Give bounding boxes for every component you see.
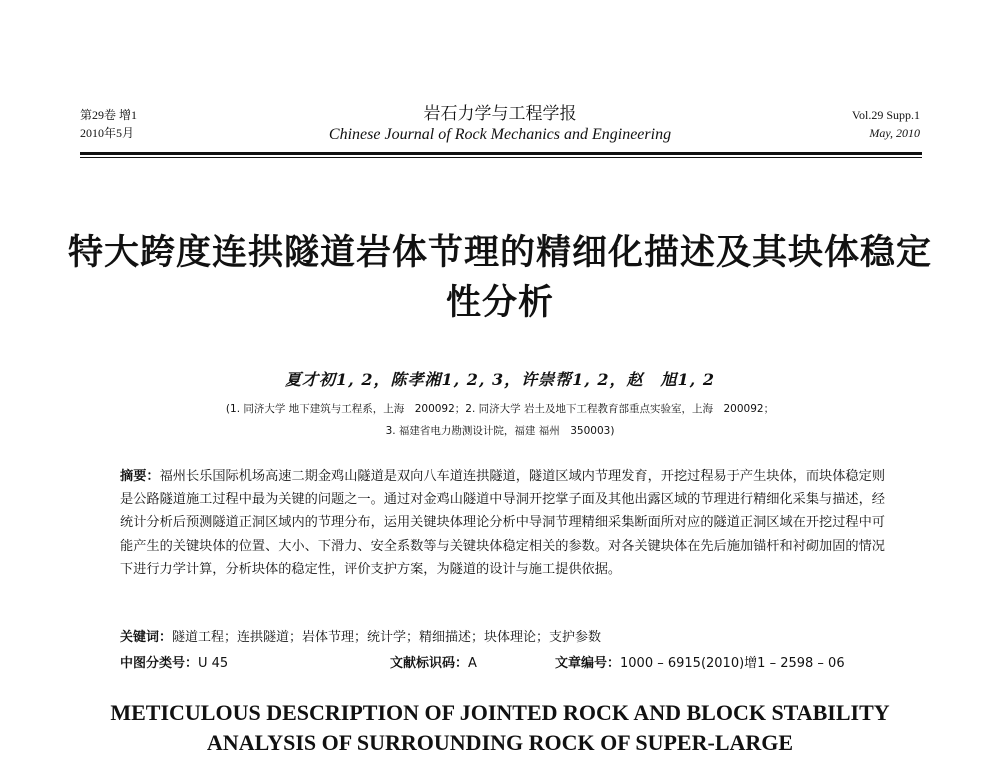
article-number: 文章编号：1000 – 6915(2010)增1 – 2598 – 06 [555, 656, 845, 671]
volume-issue: 第29卷 增1 [80, 108, 138, 122]
header-rule-thin [80, 157, 922, 158]
paper-title-en: METICULOUS DESCRIPTION OF JOINTED ROCK AND BLOCK STABILITY ANALYSIS OF SURROUNDING ROCK OF SUPER-LARGE [110, 700, 890, 755]
clc-number: 中图分类号：U 45 [120, 656, 229, 671]
header-center [80, 104, 920, 146]
keywords-text: 隧道工程；连拱隧道；岩体节理；统计学；精细描述；块体理论；支护参数 [172, 630, 602, 645]
paper-title-cn: 特大跨度连拱隧道岩体节理的精细化描述及其块体稳定性分析 [67, 233, 932, 323]
abstract-label: 摘要： [120, 469, 160, 484]
journal-title-en: Chinese Journal of Rock Mechanics and Engineering [328, 126, 672, 143]
document-code: 文献标识码：A [390, 656, 477, 671]
journal-title-cn: 岩石力学与工程学报 [423, 104, 577, 124]
header-right [852, 106, 920, 142]
keywords [120, 626, 885, 645]
abstract [120, 465, 885, 581]
running-header [80, 104, 920, 148]
affiliation-line: 3. 福建省电力勘测设计院，福建 福州 350003) [385, 425, 615, 437]
author-list: 夏才初1, 2，陈孝湘1, 2, 3，许崇帮1, 2，赵 旭1, 2 [285, 370, 715, 389]
affiliation-line: (1. 同济大学 地下建筑与工程系，上海 200092；2. 同济大学 岩土及地下工程教育部重点实验室，上海 200092； [225, 403, 775, 415]
date-en: May, 2010 [869, 126, 920, 140]
affiliations [120, 398, 880, 442]
header-rule-thick [80, 152, 922, 155]
classification-line [120, 652, 885, 672]
volume-en: Vol.29 Supp.1 [851, 108, 920, 122]
date-cn: 2010年5月 [80, 126, 135, 140]
abstract-text: 福州长乐国际机场高速二期金鸡山隧道是双向八车道连拱隧道，隧道区域内节理发育，开挖过程易于产生块体，而块体稳定则是公路隧道施工过程中最为关键的问题之一。通过对金鸡山隧道中导洞开挖掌子面及其他出露区域的节理进行精细化采集与描述，经统计分析后预测隧道正洞区域内的节理分布，运用关键块体理论分析中导洞节理精细采集断面所对应的隧道正洞区域在开挖过程中可能产生的关键块体的位置、大小、下滑力、安全系数等与关键块体稳定相关的参数。对各关键块体在先后施加锚杆和衬砌加固的情况下进行力学计算，分析块体的稳定性，评价支护方案，为隧道的设计与施工提供依据。 [120, 469, 886, 577]
keywords-label: 关键词： [120, 630, 173, 645]
